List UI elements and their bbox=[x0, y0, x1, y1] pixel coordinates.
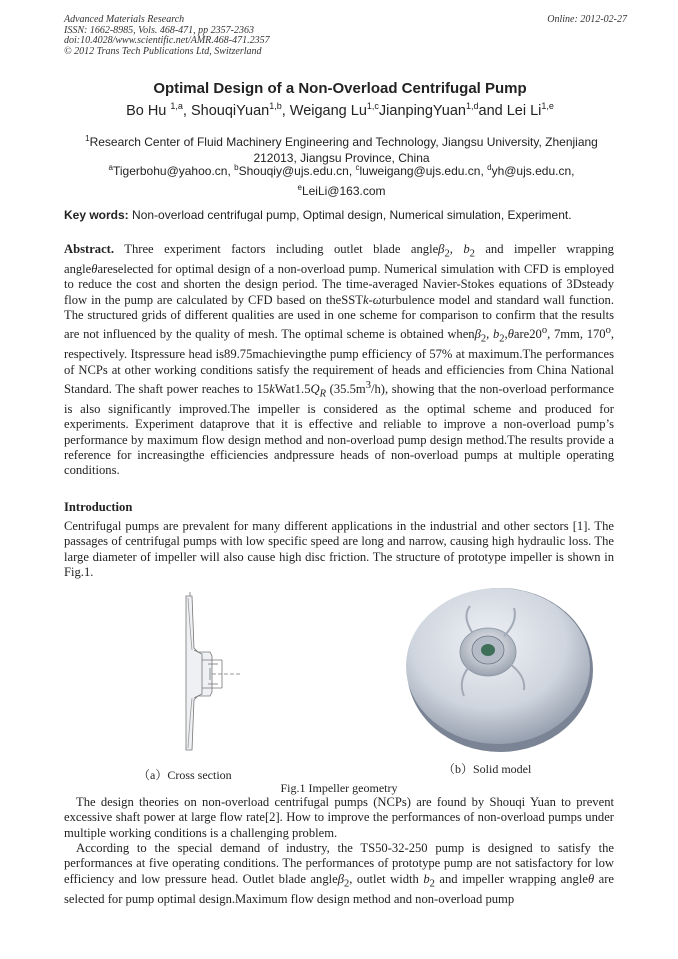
author-sup: 1,b bbox=[269, 101, 282, 111]
paper-title: Optimal Design of a Non-Overload Centrifugal Pump bbox=[153, 80, 527, 97]
author-sup: 1,d bbox=[466, 101, 479, 111]
symbol: , bbox=[504, 327, 508, 342]
email-link[interactable]: Shouqiy@ujs.edu.cn, bbox=[238, 164, 356, 178]
body-paragraph bbox=[64, 841, 614, 907]
figure-caption-a: （a）Cross section bbox=[138, 768, 232, 782]
email-link[interactable]: yh@ujs.edu.cn, bbox=[491, 164, 575, 178]
cross-section-drawing bbox=[186, 592, 242, 750]
cross-section-figure bbox=[150, 588, 260, 758]
email-sup: d bbox=[487, 163, 492, 172]
keywords-label: Key words: bbox=[64, 208, 129, 222]
abstract-text: and impeller wrapping angle bbox=[64, 242, 614, 276]
abstract-text: , 7mm, 170 bbox=[547, 327, 606, 342]
symbol: β bbox=[438, 242, 445, 256]
solid-model-figure bbox=[402, 586, 602, 756]
symbol: β bbox=[474, 327, 481, 342]
symbol: β bbox=[337, 871, 344, 886]
author-name: , ShouqiYuan bbox=[182, 102, 270, 119]
figure-caption: Fig.1 Impeller geometry bbox=[280, 781, 398, 795]
email-link[interactable]: luweigang@ujs.edu.cn, bbox=[359, 164, 488, 178]
abstract-text: /h), showing that the non-overload performance is also significantly improved.The impeller is considered as the optimal scheme and produced for experiments. Experiment dataprove that it is effective and reliable to improve a non-overload pump’s performance by maximum flow design method and non-overload pump design method.The results provide a reference for increasingthe efficiencies andpressure heads of non-overload pumps at multiple operating conditions. bbox=[64, 382, 614, 478]
author-name: and Lei Li bbox=[478, 102, 542, 119]
email-sup: e bbox=[297, 182, 302, 192]
issn-line: ISSN: 1662-8985, Vols. 468-471, pp 2357-2363 bbox=[64, 24, 254, 36]
abstract bbox=[64, 242, 614, 479]
impeller-shaft-hole bbox=[481, 644, 495, 656]
author-name: , Weigang Lu bbox=[281, 102, 367, 119]
intro-text: Centrifugal pumps are prevalent for many different applications in the industrial and other sectors [1]. The passages of centrifugal pumps with low specific speed are long and narrow, causing high hydraulic loss. The large diameter of impeller will also cause high disc friction. The structure of prototype impeller is shown in Fig.1. bbox=[64, 519, 614, 580]
abstract-text: Three experiment factors including outlet blade angle bbox=[114, 242, 439, 256]
symbol: k-ω bbox=[362, 292, 382, 307]
abstract-text: areselected for optimal design of a non-overload pump. Numerical simulation with CFD is employed to reduce the cost and shorten the design period. The time-averaged Navier-Stokes equations of 3Dsteady flow in the pump are calculated by CFD based on theSST bbox=[64, 261, 614, 307]
intro-paragraph bbox=[64, 519, 614, 580]
abstract-text: , bbox=[449, 242, 464, 256]
affiliation-sup: 1 bbox=[85, 134, 90, 143]
symbol: o bbox=[541, 325, 548, 337]
affiliation-line1: Research Center of Fluid Machinery Engineering and Technology, Jiangsu University, Zhenjiang bbox=[89, 135, 598, 149]
body-text-run: are selected for pump optimal design.Maximum flow design method and non-overload pump bbox=[64, 871, 615, 906]
abstract-text: (35.5m bbox=[326, 382, 366, 397]
symbol: 2 bbox=[499, 333, 505, 345]
symbol: 2 bbox=[429, 878, 435, 890]
author-sup: 1,a bbox=[170, 101, 183, 111]
symbol: 2 bbox=[444, 248, 450, 260]
symbol: b bbox=[423, 871, 430, 886]
body-text-run: According to the special demand of industry, the TS50-32-250 pump is designed to satisfy the performances at five operating conditions. The performances of prototype pump are not satisfactory for low efficiency and low pressure head. Outlet blade angle bbox=[64, 841, 614, 886]
symbol: Q bbox=[310, 382, 320, 397]
author-sup: 1,e bbox=[541, 101, 554, 111]
journal-header bbox=[64, 15, 464, 57]
symbol: θ bbox=[91, 261, 98, 276]
symbol: 2 bbox=[480, 333, 487, 345]
symbol: k bbox=[269, 382, 275, 397]
figure-caption-b: （b）Solid model bbox=[443, 762, 532, 776]
symbol: b bbox=[463, 242, 470, 256]
keywords-text: Non-overload centrifugal pump, Optimal design, Numerical simulation, Experiment. bbox=[128, 208, 572, 222]
online-date: Online: 2012-02-27 bbox=[547, 14, 627, 25]
body-paragraph: The design theories on non-overload centrifugal pumps (NCPs) are found by Shouqi Yuan to prevent excessive shaft power at large flow rate[2]. How to improve the performances of non-overload pumps under multiple working conditions is a challenging problem. bbox=[64, 795, 614, 840]
abstract-text: Wat1.5 bbox=[274, 382, 311, 397]
symbol: θ bbox=[587, 871, 595, 886]
symbol: θ bbox=[507, 327, 514, 342]
symbol: 2 bbox=[469, 248, 475, 260]
journal-name: Advanced Materials Research bbox=[64, 14, 185, 25]
author-list bbox=[40, 101, 640, 119]
author-sup: 1,c bbox=[366, 101, 379, 111]
symbol: R bbox=[319, 388, 327, 400]
section-heading: Introduction bbox=[64, 500, 133, 514]
email-link[interactable]: LeiLi@163.com bbox=[301, 183, 386, 198]
symbol: , b bbox=[486, 327, 500, 342]
abstract-label: Abstract. bbox=[64, 242, 115, 256]
abstract-text: , respectively. Itspressure head is89.75machievingthe pump efficiency of 57% at maximum.The performances of NCPs at other working conditions satisfy the requirement of heads and efficiencies from China National Standard. The shaft power reaches to 15 bbox=[64, 327, 615, 397]
body-text-run: , outlet width bbox=[349, 871, 424, 886]
symbol: 3 bbox=[365, 379, 371, 391]
body-text bbox=[64, 795, 614, 907]
email-sup: a bbox=[108, 163, 113, 172]
email-sup: c bbox=[355, 163, 360, 172]
doi-line: doi:10.4028/www.scientific.net/AMR.468-471.2357 bbox=[64, 35, 270, 46]
abstract-text: turbulence model and standard wall function. The structured grids of different qualities are used in one scheme for comparison to confirm that the results are not influenced by the quality of mesh. The optimal scheme is obtained when bbox=[64, 292, 614, 342]
symbol: o bbox=[605, 325, 611, 337]
copyright-line: © 2012 Trans Tech Publications Ltd, Switzerland bbox=[64, 45, 262, 57]
email-sup: b bbox=[234, 163, 239, 172]
email-link[interactable]: Tigerbohu@yahoo.cn, bbox=[112, 164, 235, 178]
author-name: Bo Hu bbox=[126, 102, 171, 119]
symbol: 2 bbox=[344, 878, 350, 890]
email-list bbox=[64, 160, 619, 199]
body-text-run: and impeller wrapping angle bbox=[434, 871, 588, 886]
affiliation-line2: 212013, Jiangsu Province, China bbox=[253, 150, 430, 165]
author-name: JianpingYuan bbox=[378, 102, 466, 119]
abstract-text: are20 bbox=[513, 327, 542, 342]
keywords bbox=[64, 208, 619, 222]
